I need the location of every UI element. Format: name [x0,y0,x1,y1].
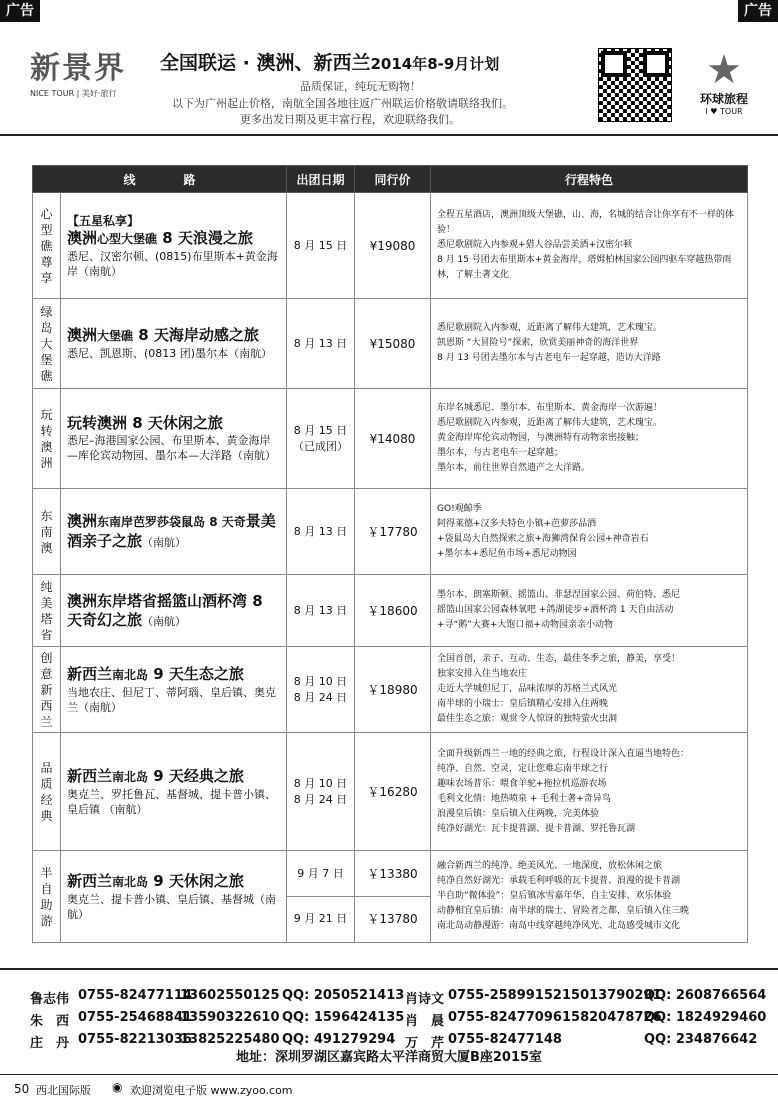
feature-item: 南半球的小瑞士：皇后镇精心安排入住两晚 [437,699,609,709]
departure-date: （已成团） [293,439,349,453]
route-title [67,512,280,551]
price-cell [355,489,431,575]
feature-item: +寻“鹅”大赛+大饱口福+动物园亲亲小动物 [437,620,613,630]
feature-item: 动静相宜皇后镇：南半球的瑞士、冒险者之都，皇后镇入住三晚 [437,906,690,916]
contact-qq: QQ: 491279294 [282,1032,396,1047]
feature-item: 8 月 15 号团去布里斯本+黄金海岸，塔姆柏林国家公园四驱车穿越热带雨林，了解土著文化 [437,255,732,280]
feature-item: 独家安排入住当地农庄 [437,669,528,679]
row-category: 绿岛大堡礁 [33,299,61,389]
route-desc: （南航） [142,614,187,628]
table-row [33,647,748,733]
route-title [67,767,280,787]
feature-item: 8 月 13 号团去墨尔本与古老电车一起穿越，造访大洋路 [437,353,661,363]
contact-qq: QQ: 234876642 [644,1032,758,1047]
route-title-small: 大堡礁 [97,329,134,343]
header [0,22,778,134]
feature-item: 走近大学城但尼丁，品味浓厚的苏格兰式风光 [437,684,618,694]
address: 地址：深圳罗湖区嘉宾路太平洋商贸大厦B座2015室 [235,1050,543,1065]
feature-item: 融合新西兰的纯净、绝美风光、一地深度，放松休闲之旅 [437,861,663,871]
route-title-small: 南北岛 [112,667,149,682]
contact-name: 万 芹 [405,1036,445,1051]
feature-item: 凯恩斯 “大冒险号”探索，欣赏美丽神奇的海洋世界 [437,338,639,348]
itinerary-table [32,165,748,943]
price-value: ￥18980 [367,683,418,697]
route-desc: （南航） [142,536,187,549]
features-cell [431,489,748,575]
date-cell [287,299,355,389]
route-title [67,592,280,630]
route-cell [61,851,287,943]
route-title-bold: 玩转澳洲 [67,414,128,432]
footer-section: 西北国际版 [36,1084,91,1097]
global-tour-logo [684,47,764,116]
contact-mobile: 13590322610 [180,1010,280,1025]
route-title-bold: 澳洲 [67,512,98,530]
departure-date: 9 月 21 日 [293,912,348,925]
title-year: 2014年8-9月计划 [370,55,500,73]
ad-tag-left: 广告 [0,0,40,22]
date-cell [287,851,355,943]
route-title-rest: 8 天休闲之旅 [127,414,223,432]
price-value: ￥16280 [367,785,418,799]
contact-qq: QQ: 1596424135 [282,1010,405,1025]
table-row [33,299,748,389]
price-value: ¥15080 [369,336,416,351]
departure-date: 8 月 10 日 [293,674,348,688]
route-title [67,326,280,346]
route-title [67,665,280,685]
route-title-bold: 澳洲 [67,326,98,344]
price-value: ￥13380 [355,852,430,897]
contact-mobile: 13825225480 [180,1032,280,1047]
feature-item: 浪漫皇后镇：皇后镇入住两晚，完美体验 [437,808,600,819]
features-cell [431,733,748,851]
route-title [67,229,280,249]
route-title-rest: 9 天经典之旅 [148,766,244,785]
contact-name: 朱 西 [30,1014,70,1029]
date-cell [287,389,355,489]
contact-tel: 0755-25899152 [448,988,562,1003]
route-desc: 悉尼、凯恩斯、(0813 团)墨尔本（南航） [67,347,273,360]
feature-item: 纯净、自然、空灵，定让您难忘南半球之行 [437,763,609,774]
feature-item: 纯净好湖光：瓦卡提普湖、提卡普湖、罗托鲁瓦湖 [437,823,636,834]
departure-date: 8 月 10 日 [293,776,348,790]
contact-name: 庄 丹 [30,1036,70,1051]
route-title-rest: 8 天浪漫之旅 [157,229,253,247]
feature-item: 墨尔本、朗塞斯顿、摇篮山、菲瑟涅国家公园、荷伯特、悉尼 [437,590,681,600]
contact-tel: 0755-82477148 [448,1032,562,1047]
feature-item: 黄金海岸库伦宾动物园，与澳洲特有动物亲密接触； [437,433,645,443]
feature-item: 趣味农场普乐：喂食羊驼+拖拉机巡游农场 [437,778,607,789]
route-title-bold: 新西兰 [67,766,113,785]
route-title-small: 东南岸芭罗莎袋鼠岛 8 天奇 [97,515,246,529]
logo-main-text: 新景界 [30,51,126,86]
route-title-bold: 澳洲东岸塔省摇篮山酒杯湾 8 天奇幻之旅 [67,591,263,629]
header-price: 同行价 [355,166,431,193]
contact-qq: QQ: 1824929460 [644,1010,767,1025]
contact-qq: QQ: 2050521413 [282,988,405,1003]
price-value: ¥19080 [369,238,416,253]
price-cell [355,733,431,851]
route-cell [61,647,287,733]
header-divider [0,134,778,136]
qr-code-icon [598,48,672,122]
contact-tel: 0755-82477096 [448,1010,562,1025]
contact-qq: QQ: 2608766564 [644,988,767,1003]
route-title-bold: 新西兰 [67,664,113,683]
footer-slogan: 欢迎浏览电子版 www.zyoo.com [130,1084,293,1097]
price-cell [355,193,431,299]
table-row [33,575,748,647]
page-number: 50 [14,1082,30,1096]
brand2-tagline: I ♥ TOUR [705,107,743,116]
price-value: ￥17780 [367,525,418,539]
route-cell [61,299,287,389]
route-desc: 悉尼–海港国家公园、布里斯本、黄金海岸—库伦宾动物园、墨尔本—大洋路（南航） [67,434,276,462]
route-title [67,414,280,433]
feature-item: +袋鼠岛大自然探索之旅+海狮湾保育公园+神奇岩石 [437,533,649,544]
departure-date: 8 月 13 日 [293,603,348,617]
route-title-rest: 9 天休闲之旅 [148,871,244,890]
page-title [160,48,499,75]
date-cell [287,575,355,647]
feature-item: 悉尼歌剧院入内参观，近距离了解伟大建筑，艺术瑰宝。 [437,323,663,333]
feature-item: 南北岛动静漫游：南岛中线穿越纯净风光、北岛感受城市文化 [437,921,681,931]
departure-date: 8 月 15 日 [293,238,348,252]
route-title [67,872,280,892]
feature-item: 悉尼歌剧院入内参观+猎人谷品尝美酒+汉密尔顿 [437,240,633,250]
header-route: 线 路 [33,166,287,193]
route-cell [61,733,287,851]
row-category: 心型礁尊享 [33,193,61,299]
date-cell [287,193,355,299]
price-cell [355,389,431,489]
header-line-3: 更多出发日期及更丰富行程，欢迎联络我们。 [240,113,460,126]
route-title-small: 心型大堡礁 [97,232,158,246]
route-tag: 【五星私享】 [67,214,140,228]
departure-date: 9 月 7 日 [287,852,354,897]
departure-date: 8 月 24 日 [293,690,348,704]
features-cell [431,647,748,733]
route-title-rest: 景美酒亲子之旅 [67,512,276,550]
features-cell [431,193,748,299]
departure-date: 8 月 13 日 [293,336,348,350]
feature-item: 全国首创，亲子、互动、生态，最佳冬季之旅，静美，享受！ [437,654,681,664]
route-desc: 当地农庄、但尼丁、蒂阿瑙、皇后镇、奥克兰（南航） [67,685,276,714]
feature-item: GO!观鲸季 [437,503,482,514]
price-cell [355,575,431,647]
date-cell [287,733,355,851]
logo-sub-text: NICE TOUR | 美好·旅行 [30,89,117,98]
route-desc: 奥克兰、提卡普小镇、皇后镇、基督城（南航） [67,892,276,921]
route-cell [61,489,287,575]
route-title-bold: 澳洲 [67,229,98,247]
row-category: 半自助游 [33,851,61,943]
feature-item: 最佳生态之旅：观赏令人惊讶的独特萤火虫洞 [437,714,618,724]
route-desc: 奥克兰、罗托鲁瓦、基督城、提卡普小镇、皇后镇 （南航） [67,787,276,816]
date-cell [287,489,355,575]
price-value: ￥13780 [367,912,418,926]
contact-name: 肖诗文 [405,992,445,1007]
table-row [33,389,748,489]
header-date: 出团日期 [287,166,355,193]
title-main: 全国联运 · 澳洲、新西兰 [160,52,371,74]
contact-mobile: 13602550125 [180,988,280,1003]
feature-item: 悉尼歌剧院入内参观，近距离了解伟大建筑，艺术瑰宝。 [437,418,663,428]
route-title-bold: 新西兰 [67,871,113,890]
route-title-rest: 8 天海岸动感之旅 [133,326,259,344]
ad-tag-right: 广告 [738,0,778,22]
header-line-2: 以下为广州起止价格，南航全国各地往返广州联运价格敬请联络我们。 [172,97,513,110]
row-category: 纯美塔省 [33,575,61,647]
brand2-name: 环球旅程 [699,92,748,106]
row-category: 创意新西兰 [33,647,61,733]
route-title-small: 南北岛 [112,769,149,784]
contact-name: 鲁志伟 [30,992,70,1007]
header-features: 行程特色 [431,166,748,193]
row-category: 品质经典 [33,733,61,851]
price-cell [355,647,431,733]
feature-item: 墨尔本，与古老电车一起穿越； [437,448,564,458]
features-cell [431,851,748,943]
route-cell [61,389,287,489]
route-title-rest: 9 天生态之旅 [148,664,244,683]
departure-date: 8 月 15 日 [293,423,348,437]
table-header-row [33,166,748,193]
price-cell [355,851,431,943]
table-row [33,733,748,851]
feature-item: 全程五星酒店，澳洲顶级大堡礁，山、海，名城的结合让你享有不一样的体验！ [437,210,735,235]
row-category: 东南澳 [33,489,61,575]
feature-item: 全面升级新西兰一地的经典之旅，行程设计深入直逼当地特色： [437,748,690,759]
footer [0,1074,778,1101]
price-cell [355,299,431,389]
date-cell [287,647,355,733]
route-desc: 悉尼、汉密尔顿、(0815)布里斯本+黄金海岸（南航） [67,250,278,278]
departure-date: 8 月 24 日 [293,792,348,806]
row-category: 玩转澳洲 [33,389,61,489]
contact-tel: 0755-82213036 [78,1032,192,1047]
features-cell [431,299,748,389]
route-cell [61,193,287,299]
price-value: ¥14080 [369,431,416,446]
feature-item: +墨尔本+悉尼鱼市场+悉尼动物园 [437,548,577,559]
contact-tel: 0755-82477114 [78,988,192,1003]
feature-item: 阿得莱德+汉多夫特色小镇+芭萝莎品酒 [437,518,597,529]
contact-tel: 0755-25468841 [78,1010,192,1025]
header-line-1: 品质保证，纯玩无购物！ [300,80,421,93]
feature-item: 纯净自然好湖光：承载毛利呼吸的瓦卡提普、浪漫的提卡普湖 [437,876,681,886]
feature-item: 半自助“微体验”：皇后镇冰雪嘉年华、自主安排、欢乐体验 [437,891,672,901]
departure-date: 8 月 13 日 [293,524,348,538]
table-row [33,193,748,299]
table-row [33,851,748,943]
feature-item: 东岸名城悉尼、墨尔本、布里斯本、黄金海岸一次游遍！ [437,403,663,413]
feature-item: 毛利文化情：地热喷泉 + 毛利土著+奇异鸟 [437,793,611,804]
features-cell [431,575,748,647]
contact-mobile: 15820478726 [562,1010,662,1025]
star-icon: ★ [706,47,742,93]
nice-tour-logo [30,52,150,99]
contact-mobile: 15013790291 [562,988,662,1003]
route-cell [61,575,287,647]
feature-item: 墨尔本，前往世界自然遗产之大洋路。 [437,463,591,473]
table-row [33,489,748,575]
route-title-small: 南北岛 [112,874,149,889]
globe-icon: ◉ [112,1080,123,1094]
feature-item: 摇篮山国家公园森林氧吧 +鸽湖徒步+酒杯湾 1 天自由活动 [437,605,674,615]
contact-name: 肖 晨 [405,1014,445,1029]
price-value: ￥18600 [367,604,418,618]
features-cell [431,389,748,489]
